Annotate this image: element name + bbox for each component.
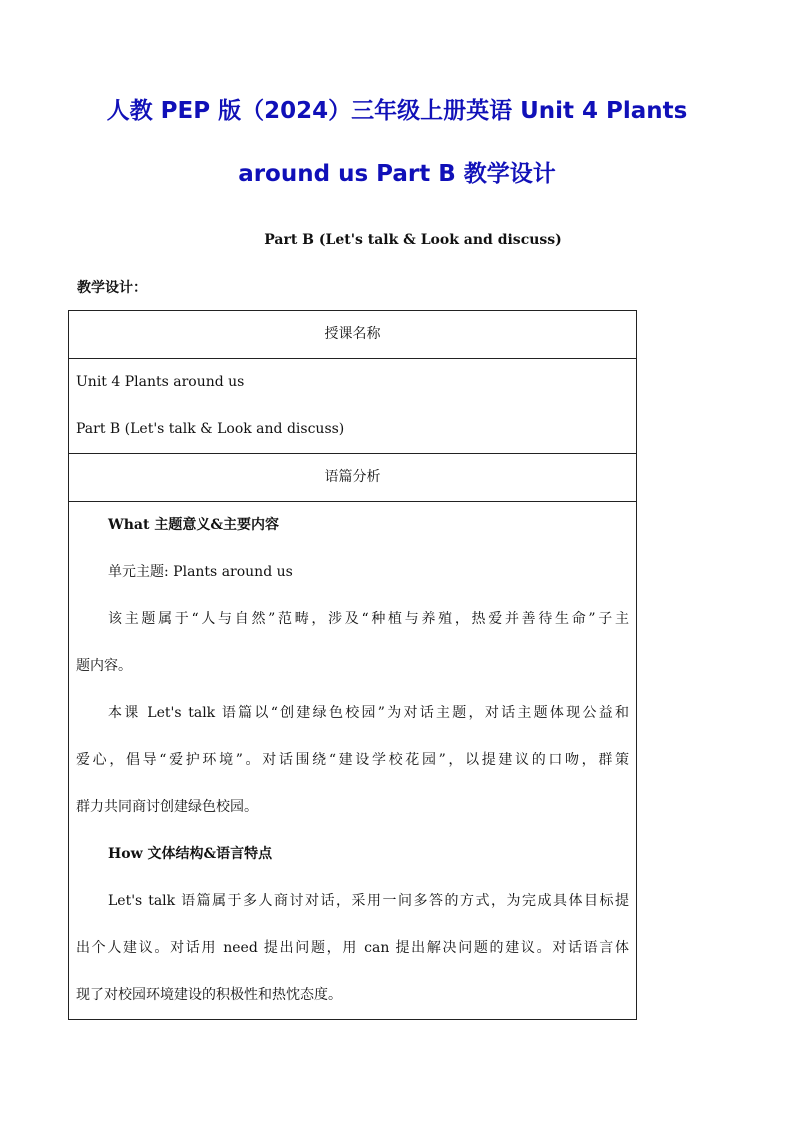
course-name-cell: [69, 359, 637, 454]
paragraph3-line3: 现了对校园环境建设的积极性和热忱态度。: [76, 987, 342, 1003]
table-row: [69, 454, 637, 502]
paragraph2-line1: 本课 Let's talk 语篇以“创建绿色校园”为对话主题，对话主题体现公益和: [108, 705, 629, 721]
paragraph3-line1: Let's talk 语篇属于多人商讨对话，采用一问多答的方式，为完成具体目标提: [108, 893, 629, 909]
course-name-header: [69, 311, 637, 359]
how-heading: How 文体结构&语言特点: [108, 846, 273, 862]
course-name-header-text: 授课名称: [324, 326, 381, 342]
lesson-subtitle: Part B (Let's talk & Look and discuss): [264, 232, 562, 248]
section-label: 教学设计：: [77, 280, 147, 296]
paragraph2-line2: 爱心，倡导“爱护环境”。对话围绕“建设学校花园”，以提建议的口吻，群策: [76, 752, 629, 768]
paragraph1-line1: 该主题属于“人与自然”范畴，涉及“种植与养殖，热爱并善待生命”子主: [108, 611, 629, 627]
unit-theme: 单元主题: Plants around us: [108, 564, 293, 580]
paragraph2-line3: 群力共同商讨创建绿色校园。: [76, 799, 258, 815]
lesson-design-table: [68, 310, 637, 1020]
course-line-unit: Unit 4 Plants around us: [76, 374, 245, 390]
document-title-line2: around us Part B 教学设计: [238, 161, 556, 187]
text-analysis-header-text: 语篇分析: [324, 469, 381, 485]
table-row: [69, 502, 637, 1020]
text-analysis-cell: [69, 502, 637, 1020]
what-heading: What 主题意义&主要内容: [108, 517, 279, 533]
document-title-line1: 人教 PEP 版（2024）三年级上册英语 Unit 4 Plants: [106, 98, 688, 124]
table-row: [69, 311, 637, 359]
paragraph1-line2: 题内容。: [76, 658, 132, 674]
table-row: [69, 359, 637, 454]
course-line-part: Part B (Let's talk & Look and discuss): [76, 421, 345, 437]
text-analysis-header: [69, 454, 637, 502]
paragraph3-line2: 出个人建议。对话用 need 提出问题，用 can 提出解决问题的建议。对话语言体: [76, 940, 629, 956]
